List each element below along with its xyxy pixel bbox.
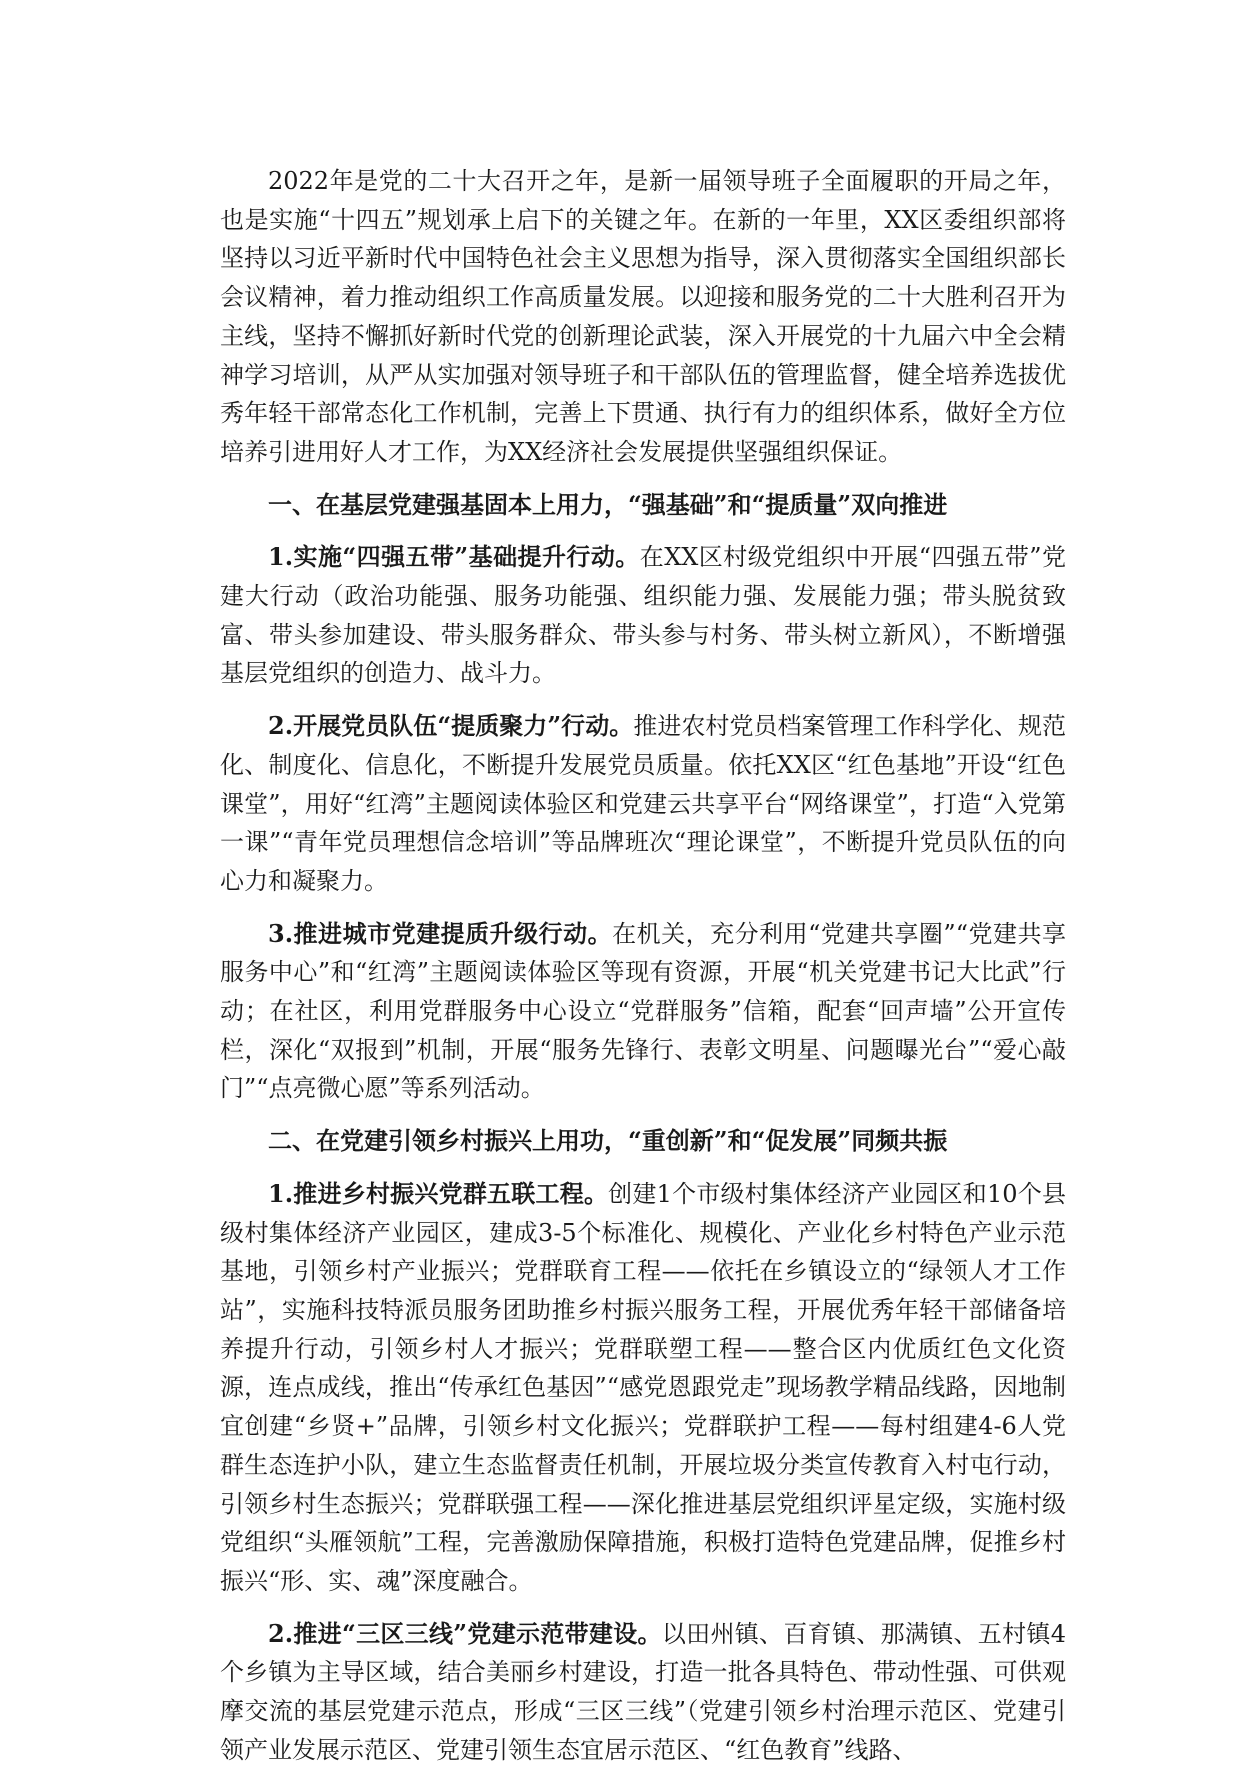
- item-lead: 1.实施“四强五带”基础提升行动。: [268, 542, 640, 572]
- item-text: 推进农村党员档案管理工作科学化、规范化、制度化、信息化，不断提升发展党员质量。依托XX区“红色基地”开设“红色课堂”，用好“红湾”主题阅读体验区和党建云共享平台“网络课堂”，打造“入党第一课”“青年党员理想信念培训”等品牌班次“理论课堂”，不断提升党员队伍的向心力和凝聚力。: [220, 712, 1066, 895]
- section-2-item-2: [220, 1615, 1066, 1770]
- section-1-item-1: [220, 538, 1066, 693]
- item-text: 在XX区村级党组织中开展“四强五带”党建大行动（政治功能强、服务功能强、组织能力强、发展能力强；带头脱贫致富、带头参加建设、带头服务群众、带头参与村务、带头树立新风），不断增强基层党组织的创造力、战斗力。: [220, 543, 1066, 688]
- item-text: 创建1个市级村集体经济产业园区和10个县级村集体经济产业园区，建成3-5个标准化、规模化、产业化乡村特色产业示范基地，引领乡村产业振兴；党群联育工程——依托在乡镇设立的“绿领人才工作站”，实施科技特派员服务团助推乡村振兴服务工程，开展优秀年轻干部储备培养提升行动，引领乡村人才振兴；党群联塑工程——整合区内优质红色文化资源，连点成线，推出“传承红色基因”“感党恩跟党走”现场教学精品线路，因地制宜创建“乡贤+”品牌，引领乡村文化振兴；党群联护工程——每村组建4-6人党群生态连护小队，建立生态监督责任机制，开展垃圾分类宣传教育入村屯行动，引领乡村生态振兴；党群联强工程——深化推进基层党组织评星定级，实施村级党组织“头雁领航”工程，完善激励保障措施，积极打造特色党建品牌，促推乡村振兴“形、实、魂”深度融合。: [220, 1179, 1066, 1595]
- item-lead: 1.推进乡村振兴党群五联工程。: [268, 1178, 609, 1208]
- section-heading-1: 一、在基层党建强基固本上用力，“强基础”和“提质量”双向推进: [268, 489, 948, 519]
- item-lead: 2.开展党员队伍“提质聚力”行动。: [268, 711, 634, 741]
- section-1-item-3: [220, 915, 1066, 1109]
- item-text: 以田州镇、百育镇、那满镇、五村镇4个乡镇为主导区域，结合美丽乡村建设，打造一批各具特色、带动性强、可供观摩交流的基层党建示范点，形成“三区三线”（党建引领乡村治理示范区、党建引领产业发展示范区、党建引领生态宜居示范区、“红色教育”线路、: [220, 1619, 1066, 1764]
- section-1-item-2: [220, 707, 1066, 901]
- document-body: [220, 162, 1066, 1783]
- section-2-item-1: [220, 1175, 1066, 1601]
- section-heading-2: 二、在党建引领乡村振兴上用功，“重创新”和“促发展”同频共振: [268, 1126, 948, 1156]
- item-lead: 2.推进“三区三线”党建示范带建设。: [268, 1618, 662, 1648]
- intro-paragraph: 2022年是党的二十大召开之年，是新一届领导班子全面履职的开局之年，也是实施“十四五”规划承上启下的关键之年。在新的一年里，XX区委组织部将坚持以习近平新时代中国特色社会主义思想为指导，深入贯彻落实全国组织部长会议精神，着力推动组织工作高质量发展。以迎接和服务党的二十大胜利召开为主线，坚持不懈抓好新时代党的创新理论武装，深入开展党的十九届六中全会精神学习培训，从严从实加强对领导班子和干部队伍的管理监督，健全培养选拔优秀年轻干部常态化工作机制，完善上下贯通、执行有力的组织体系，做好全方位培养引进用好人才工作，为XX经济社会发展提供坚强组织保证。: [220, 167, 1066, 466]
- item-text: 在机关，充分利用“党建共享圈”“党建共享服务中心”和“红湾”主题阅读体验区等现有资源，开展“机关党建书记大比武”行动；在社区，利用党群服务中心设立“党群服务”信箱，配套“回声墙”公开宣传栏，深化“双报到”机制，开展“服务先锋行、表彰文明星、问题曝光台”“爱心敲门”“点亮微心愿”等系列活动。: [220, 919, 1066, 1103]
- item-lead: 3.推进城市党建提质升级行动。: [268, 918, 613, 948]
